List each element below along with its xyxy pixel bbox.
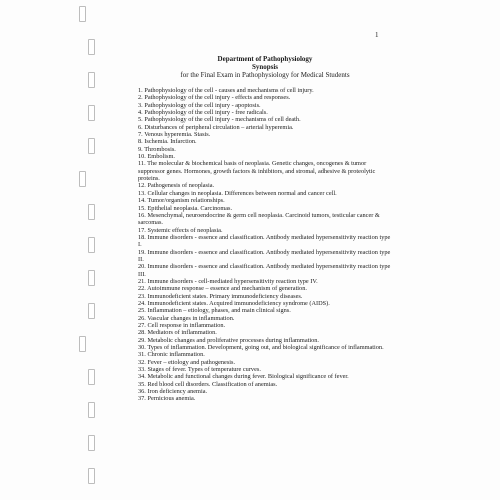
binding-hole	[79, 336, 86, 352]
item-text: Tumor/organism relationships.	[147, 197, 225, 205]
binding-holes	[0, 0, 120, 500]
list-item	[138, 87, 393, 94]
list-item	[138, 300, 393, 307]
list-item	[138, 373, 393, 380]
item-number: 32.	[138, 358, 146, 366]
item-number: 24.	[138, 299, 146, 307]
list-item	[138, 138, 393, 145]
item-number: 4.	[138, 109, 143, 117]
item-number: 12.	[138, 182, 146, 190]
item-text: Pathophysiology of the cell injury - apoptosis.	[144, 101, 261, 109]
item-text: Mediators of inflammation.	[147, 329, 217, 337]
list-item	[138, 124, 393, 131]
item-text: Vascular changes in inflammation.	[147, 314, 235, 322]
item-text: Inflammation – etiology, phases, and main clinical signs.	[147, 307, 291, 315]
page-number: 1	[375, 31, 379, 39]
list-item	[138, 197, 393, 204]
list-item	[138, 146, 393, 153]
list-item	[138, 116, 393, 123]
list-item	[138, 109, 393, 116]
item-text: Systemic effects of neoplasia.	[147, 226, 223, 234]
item-text: Immunodeficient states. Primary immunodeficiency diseases.	[147, 292, 303, 300]
binding-hole	[88, 72, 95, 88]
list-item	[138, 190, 393, 197]
list-item	[138, 160, 393, 182]
list-item	[138, 388, 393, 395]
list-item	[138, 351, 393, 358]
binding-hole	[88, 435, 95, 451]
item-text: Stages of fever. Types of temperature curves.	[147, 366, 261, 374]
item-text: Immune disorders - cell-mediated hypersensitivity reaction type IV.	[147, 277, 318, 285]
binding-hole	[88, 369, 95, 385]
list-item	[138, 344, 393, 351]
item-number: 6.	[138, 123, 143, 131]
item-number: 18.	[138, 233, 146, 241]
binding-hole	[88, 402, 95, 418]
item-number: 3.	[138, 101, 143, 109]
binding-hole	[88, 237, 95, 253]
item-text: Pathogenesis of neoplasia.	[147, 182, 215, 190]
item-number: 28.	[138, 329, 146, 337]
list-item	[138, 278, 393, 285]
list-item	[138, 182, 393, 189]
list-item	[138, 315, 393, 322]
item-number: 9.	[138, 145, 143, 153]
item-number: 33.	[138, 366, 146, 374]
list-item	[138, 329, 393, 336]
item-number: 8.	[138, 138, 143, 146]
binding-hole	[79, 6, 86, 22]
item-text: Fever – etiology and pathogenesis.	[147, 358, 236, 366]
item-number: 11.	[138, 160, 146, 168]
binding-hole	[88, 39, 95, 55]
item-number: 10.	[138, 153, 146, 161]
list-item	[138, 212, 393, 227]
list-item	[138, 94, 393, 101]
binding-hole	[88, 468, 95, 484]
item-number: 5.	[138, 116, 143, 124]
item-number: 20.	[138, 263, 146, 271]
item-number: 31.	[138, 351, 146, 359]
item-number: 7.	[138, 131, 143, 139]
list-item	[138, 249, 393, 264]
item-number: 36.	[138, 388, 146, 396]
list-item	[138, 234, 393, 249]
document-subtitle: for the Final Exam in Pathophysiology for Medical Students	[180, 71, 350, 80]
item-number: 30.	[138, 344, 146, 352]
item-text: The molecular & biochemical basis of neoplasia. Genetic changes, oncogenes & tumor suppressor genes. Hormones, growth factors & inhibitors, and stromal, adhesive & proteolytic proteins.	[138, 160, 376, 183]
item-text: Chronic inflammation.	[147, 351, 205, 359]
item-text: Venous hyperemia. Stasis.	[144, 131, 211, 139]
item-number: 29.	[138, 336, 146, 344]
item-number: 17.	[138, 226, 146, 234]
item-text: Pernicious anemia.	[147, 395, 196, 403]
item-number: 16.	[138, 211, 146, 219]
item-number: 19.	[138, 248, 146, 256]
item-text: Immune disorders - essence and classification. Antibody mediated hypersensitivity reaction type II.	[138, 248, 391, 263]
document-header	[140, 55, 390, 80]
list-item	[138, 359, 393, 366]
item-number: 21.	[138, 277, 146, 285]
item-text: Metabolic and functional changes during fever. Biological significance of fever.	[147, 373, 349, 381]
item-number: 13.	[138, 189, 146, 197]
item-text: Pathophysiology of the cell - causes and mechanisms of cell injury.	[144, 87, 314, 94]
item-text: Pathophysiology of the cell injury - free radicals.	[144, 109, 268, 117]
topic-list	[138, 87, 393, 403]
item-text: Types of inflammation. Development, going out, and biological significance of inflammation.	[147, 344, 384, 352]
list-item	[138, 322, 393, 329]
document-title: Synopsis	[251, 63, 279, 72]
binding-hole	[88, 105, 95, 121]
item-text: Cell response in inflammation.	[147, 322, 226, 329]
item-number: 26.	[138, 314, 146, 322]
item-text: Immunodeficient states. Acquired immunodeficiency syndrome (AIDS).	[147, 299, 330, 307]
item-number: 14.	[138, 197, 146, 205]
item-number: 22.	[138, 285, 146, 293]
item-text: Immune disorders - essence and classification. Antibody mediated hypersensitivity reaction type I.	[138, 233, 391, 249]
item-text: Disturbances of peripheral circulation – arterial hyperemia.	[144, 123, 294, 131]
item-text: Pathophysiology of the cell injury - effects and responses.	[144, 94, 291, 102]
list-item	[138, 293, 393, 300]
binding-hole	[88, 138, 95, 154]
list-item	[138, 205, 393, 212]
list-item	[138, 263, 393, 278]
binding-hole	[79, 171, 86, 187]
list-item	[138, 102, 393, 109]
list-item	[138, 337, 393, 344]
item-number: 27.	[138, 322, 146, 329]
list-item	[138, 366, 393, 373]
list-item	[138, 381, 393, 388]
item-text: Mesenchymal, neuroendocrine & germ cell neoplasia. Carcinoid tumors, testicular cancer & sarcomas.	[138, 211, 380, 227]
item-number: 2.	[138, 94, 143, 102]
item-text: Iron deficiency anemia.	[147, 388, 208, 396]
item-text: Autoimmune response – essence and mechanism of generation.	[147, 285, 307, 293]
item-text: Immune disorders - essence and classification. Antibody mediated hypersensitivity reaction type III.	[138, 263, 391, 278]
item-text: Cellular changes in neoplasia. Differences between normal and cancer cell.	[147, 189, 337, 197]
item-number: 37.	[138, 395, 146, 403]
list-item	[138, 131, 393, 138]
item-number: 25.	[138, 307, 146, 315]
item-number: 35.	[138, 380, 146, 388]
item-text: Ischemia. Infarction.	[144, 138, 197, 146]
list-item	[138, 285, 393, 292]
item-text: Embolism.	[147, 153, 175, 161]
item-text: Pathophysiology of the cell injury - mechanisms of cell death.	[144, 116, 301, 124]
item-text: Red blood cell disorders. Classification of anemias.	[147, 380, 278, 388]
item-number: 23.	[138, 292, 146, 300]
list-item	[138, 227, 393, 234]
list-item	[138, 307, 393, 314]
binding-hole	[88, 204, 95, 220]
item-text: Thrombosis.	[144, 145, 176, 153]
list-item	[138, 395, 393, 402]
binding-hole	[88, 270, 95, 286]
item-text: Epithelial neoplasia. Carcinomas.	[147, 204, 233, 212]
list-item	[138, 153, 393, 160]
binding-hole	[88, 303, 95, 319]
department-title: Department of Pathophysiology	[217, 55, 313, 63]
item-text: Metabolic changes and proliferative processes during inflammation.	[147, 336, 319, 344]
item-number: 1.	[138, 87, 143, 94]
item-number: 34.	[138, 373, 146, 381]
item-number: 15.	[138, 204, 146, 212]
